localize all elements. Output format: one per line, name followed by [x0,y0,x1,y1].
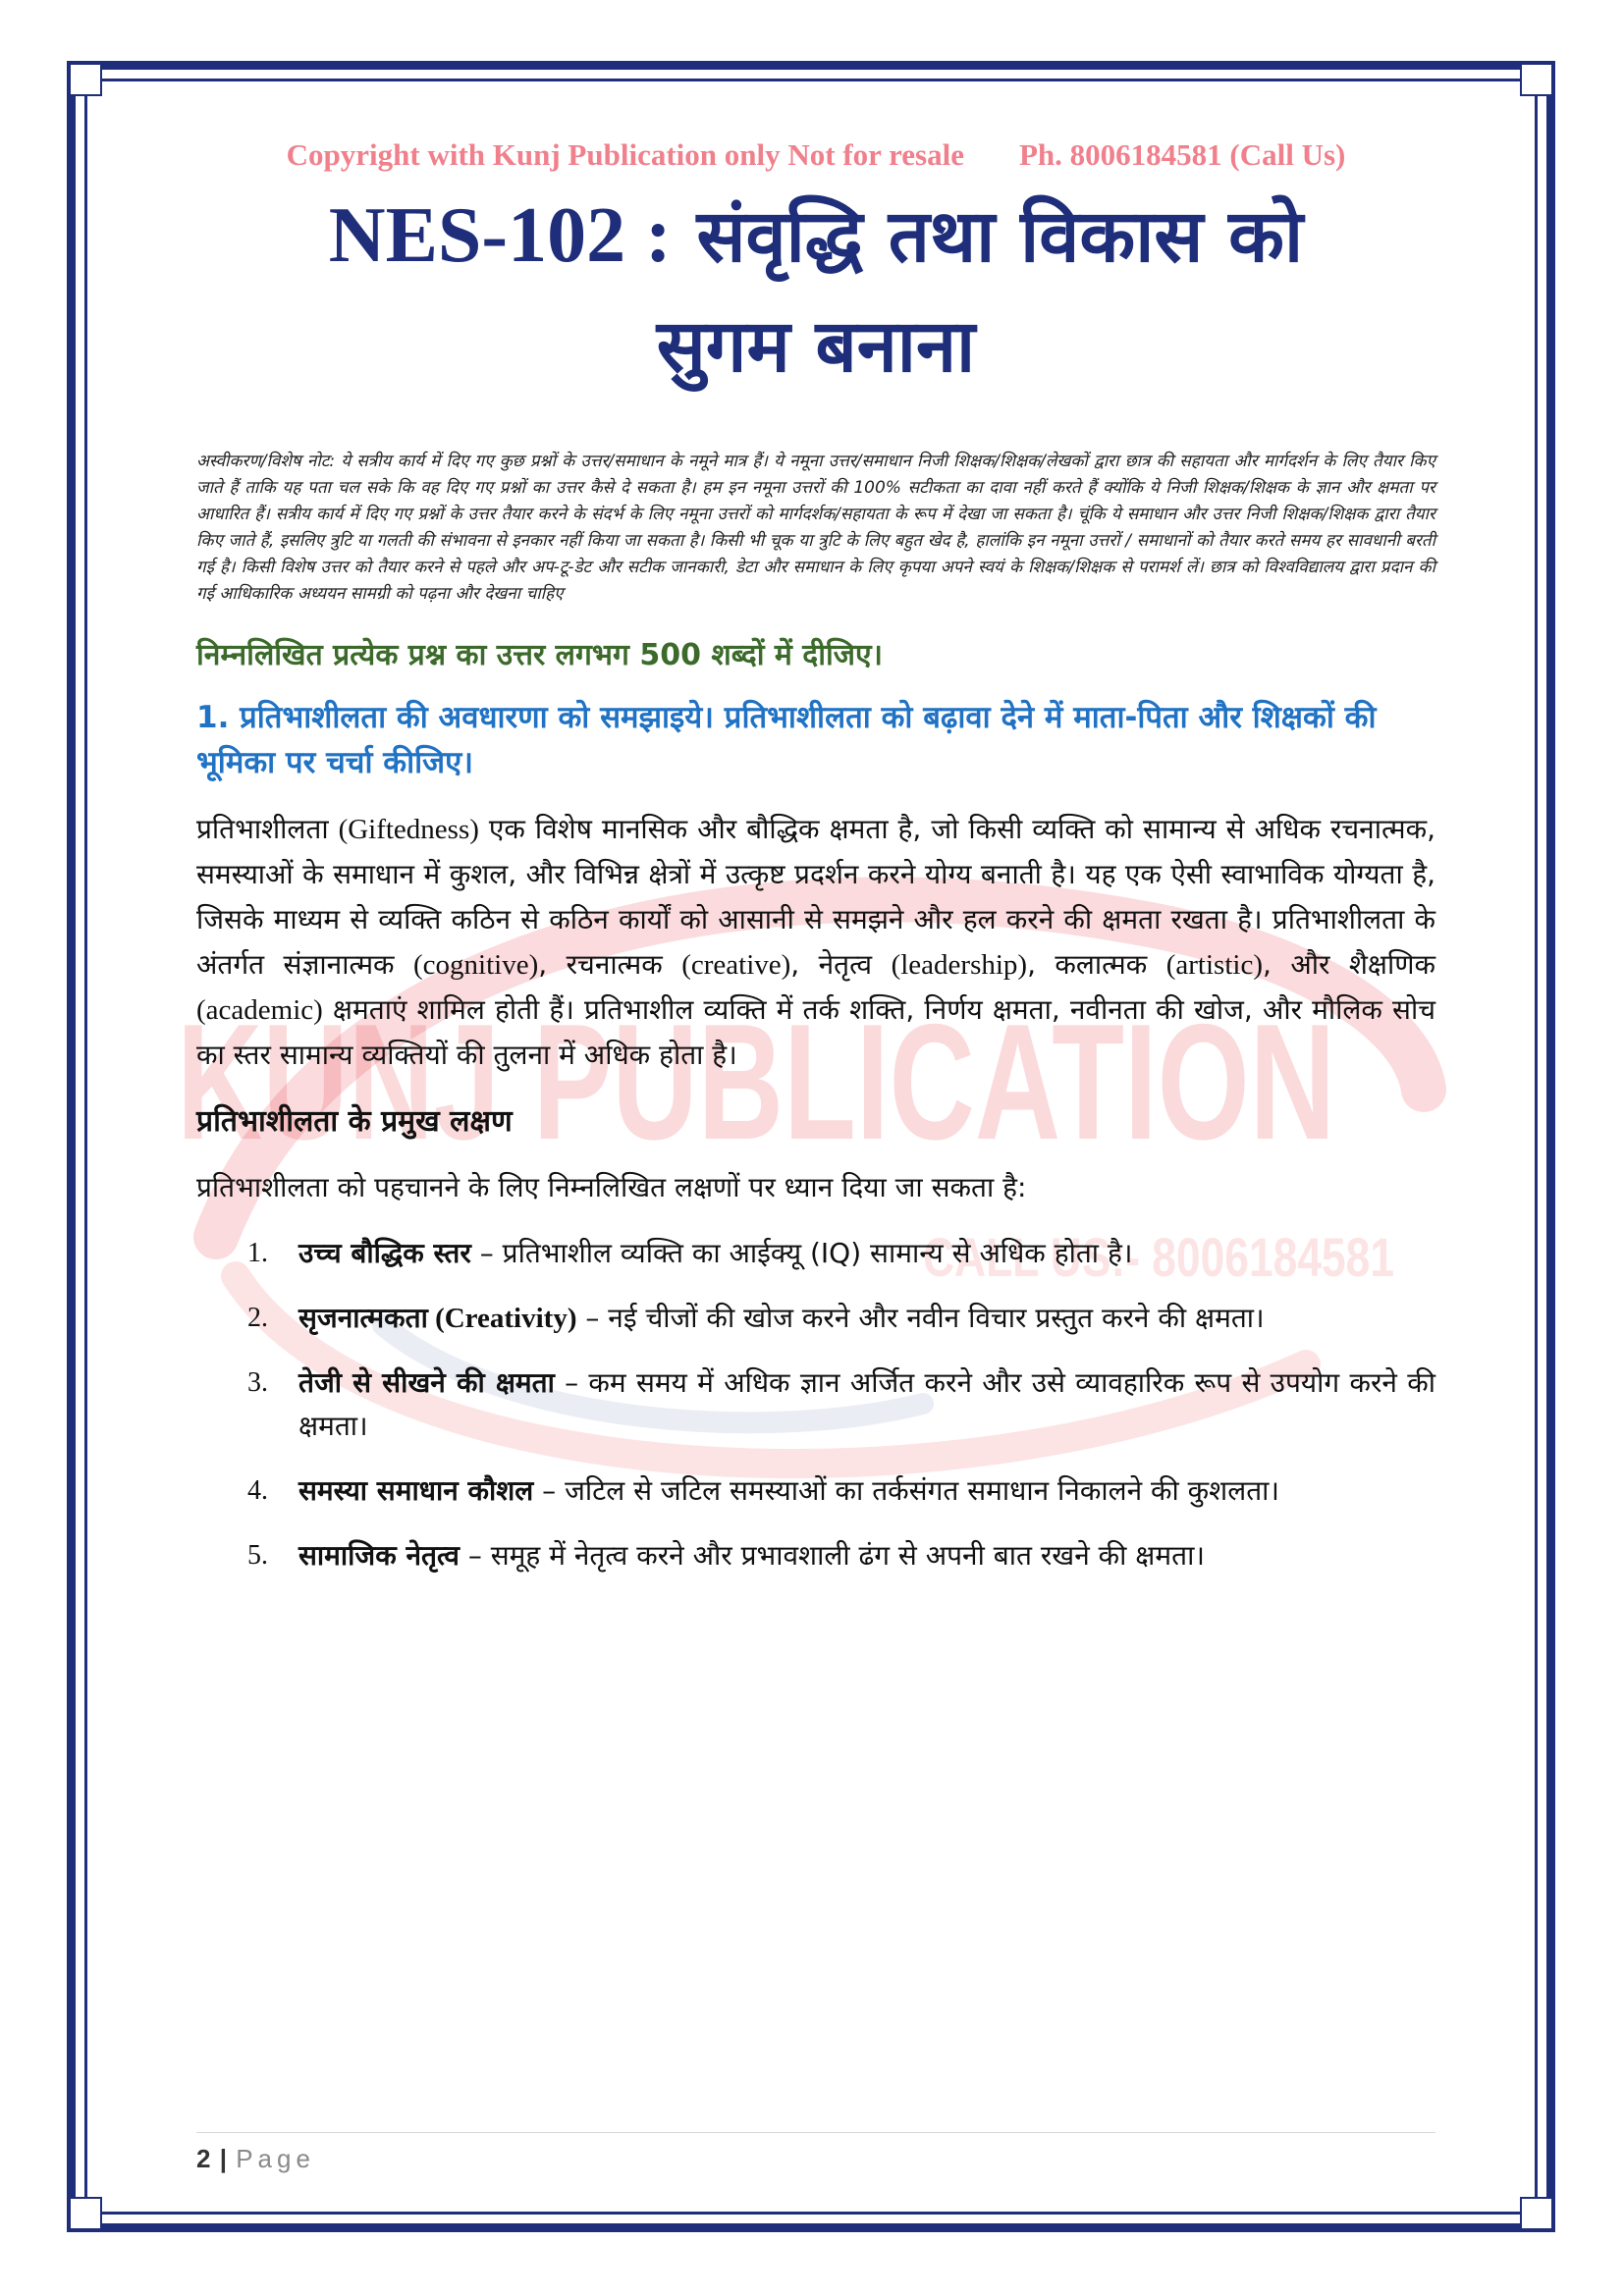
title-line-1: संवृद्धि तथा विकास को [696,194,1304,279]
question-1: 1. प्रतिभाशीलता की अवधारणा को समझाइये। प्रतिभाशीलता को बढ़ावा देने में माता-पिता और शिक्षकों की भूमिका पर चर्चा कीजिए। [196,700,1377,780]
answer-text: क्षमताएं शामिल होती हैं। प्रतिभाशील व्यक्ति में तर्क शक्ति, निर्णय क्षमता, नवीनता की खोज, और मौलिक सोच का स्तर सामान्य व्यक्तियों की तुलना में अधिक होता है। [196,993,1435,1071]
instruction-line: निम्नलिखित प्रत्येक प्रश्न का उत्तर लगभग 500 शब्दों में दीजिए। [196,638,883,672]
item-description: – कम समय में अधिक ज्ञान अर्जित करने और उसे व्यावहारिक रूप से उपयोग करने की क्षमता। [298,1366,1435,1442]
answer-term-en: (academic) [196,994,323,1026]
item-description: – जटिल से जटिल समस्याओं का तर्कसंगत समाधान निकालने की कुशलता। [533,1474,1280,1507]
item-number: 4. [247,1475,268,1506]
item-term: सृजनात्मकता [298,1302,428,1334]
answer-term-en: (cognitive) [413,949,539,981]
footer-separator: | [219,2144,228,2173]
page-footer [196,2144,315,2174]
answer-text: , कलात्मक [1027,948,1166,981]
item-description: – समूह में नेतृत्व करने और प्रभावशाली ढंग से अपनी बात रखने की क्षमता। [459,1539,1205,1572]
item-number: 2. [247,1303,268,1333]
watermark-phone-text: CALL US:- 8006184581 [923,1226,1394,1288]
item-term: उच्च बौद्धिक स्तर [298,1237,471,1269]
disclaimer-note: अस्वीकरण/विशेष नोट: ये सत्रीय कार्य में दिए गए कुछ प्रश्नों के उत्तर/समाधान के नमूने मात्र हैं। ये नमूना उत्तर/समाधान निजी शिक्षक/शिक्षक/लेखकों द्वारा छात्र की सहायता और मार्गदर्शन के लिए तैयार किए जाते हैं ताकि यह पता चल सके कि वह दिए गए प्रश्नों का उत्तर कैसे दे सकता है। हम इन नमूना उत्तरों की 100% सटीकता का दावा नहीं करते हैं क्योंकि ये निजी शिक्षक/शिक्षक के ज्ञान और क्षमता पर आधारित हैं। सत्रीय कार्य में दिए गए प्रश्नों के उत्तर तैयार करने के संदर्भ के लिए नमूना उत्तरों को मार्गदर्शक/सहायता के रूप में देखा जा सकता है। चूंकि ये समाधान और उत्तर निजी शिक्षक/शिक्षक द्वारा तैयार किए जाते हैं, इसलिए त्रुटि या गलती की संभावना से इनकार नहीं किया जा सकता है। किसी भी चूक या त्रुटि के लिए बहुत खेद है, हालांकि इन नमूना उत्तरों / समाधानों को तैयार करते समय हर सावधानी बरती गई है। किसी विशेष उत्तर को तैयार करने से पहले और अप-टू-डेट और सटीक जानकारी, डेटा और समाधान के लिए कृपया अपने स्वयं के शिक्षक/शिक्षक से परामर्श लें। छात्र को विश्वविद्यालय द्वारा प्रदान की गई आधिकारिक अध्ययन सामग्री को पढ़ना और देखना चाहिए [196,452,1435,604]
traits-list [196,1232,1435,1577]
page-label: Page [236,2144,315,2173]
answer-term-en: (Giftedness) [338,814,479,845]
answer-term-en: (creative) [681,949,791,981]
item-term-en: (Creativity) [427,1303,577,1334]
item-body [298,1297,1435,1340]
document-title [196,181,1435,401]
answer-text: , और शैक्षणिक [1262,948,1435,981]
corner-ornament [1520,63,1553,96]
item-term: सामाजिक नेतृत्व [298,1539,460,1572]
item-number: 3. [247,1367,268,1398]
section-heading: प्रतिभाशीलता के प्रमुख लक्षण [196,1104,513,1139]
answer-text: , नेतृत्व [790,948,892,981]
answer-term-en: (artistic) [1165,949,1263,981]
watermark-brand-text: KUNJ PUBLICATION [177,989,1335,1174]
title-line-2: सुगम बनाना [656,304,976,389]
answer-text: , रचनात्मक [538,948,682,981]
item-term: समस्या समाधान कौशल [298,1474,534,1507]
item-body [298,1469,1435,1513]
section-intro: प्रतिभाशीलता को पहचानने के लिए निम्नलिखित लक्षणों पर ध्यान दिया जा सकता है: [196,1171,1027,1203]
footer-divider [196,2132,1435,2133]
item-description: – प्रतिभाशील व्यक्ति का आईक्यू (IQ) सामान्य से अधिक होता है। [470,1237,1133,1269]
list-item [247,1362,1435,1448]
item-body [298,1232,1435,1275]
list-item [247,1534,1435,1577]
item-term: तेजी से सीखने की क्षमता [298,1366,555,1399]
corner-ornament [1520,2197,1553,2230]
list-item [247,1232,1435,1275]
page-content [196,137,1435,1599]
item-body [298,1534,1435,1577]
corner-ornament [69,63,102,96]
answer-text: प्रतिभाशीलता [196,813,339,845]
item-number: 1. [247,1238,268,1268]
item-description: – नई चीजों की खोज करने और नवीन विचार प्रस्तुत करने की क्षमता। [576,1302,1265,1334]
page-number: 2 [196,2144,212,2173]
list-item [247,1297,1435,1340]
item-number: 5. [247,1540,268,1571]
phone-text: Ph. 8006184581 (Call Us) [1018,137,1346,172]
corner-ornament [69,2197,102,2230]
list-item [247,1469,1435,1513]
copyright-header [196,137,1435,173]
answer-text: एक विशेष मानसिक और बौद्धिक क्षमता है, जो किसी व्यक्ति को सामान्य से अधिक रचनात्मक, समस्याओं के समाधान में कुशल, और विभिन्न क्षेत्रों में उत्कृष्ट प्रदर्शन करने योग्य बनाती है। यह एक ऐसी स्वाभाविक योग्यता है, जिसके माध्यम से व्यक्ति कठिन से कठिन कार्यों को आसानी से समझने और हल करने की क्षमता रखता है। प्रतिभाशीलता के अंतर्गत संज्ञानात्मक [196,813,1435,981]
answer-term-en: (leadership) [891,949,1028,981]
course-code: NES-102 : [328,192,672,279]
copyright-text: Copyright with Kunj Publication only Not for resale [286,137,964,172]
item-body [298,1362,1435,1448]
answer-paragraph [196,807,1435,1078]
